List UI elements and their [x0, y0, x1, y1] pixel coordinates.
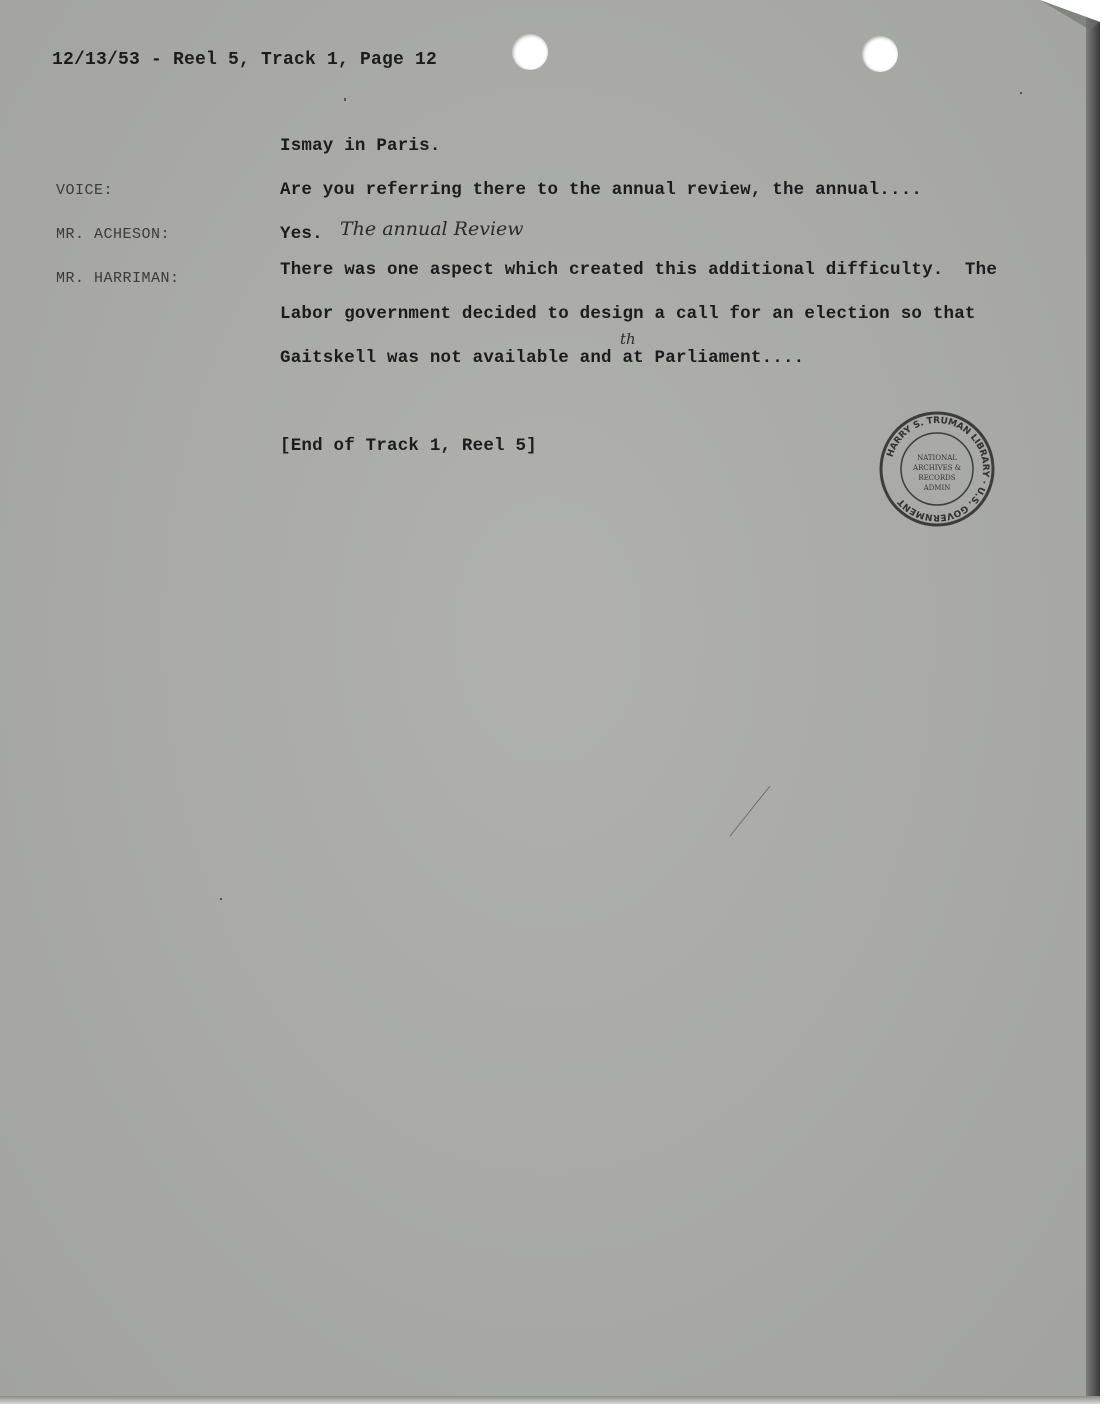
handwritten-insert: th	[620, 330, 636, 348]
punch-hole-left	[512, 34, 548, 70]
svg-text:NATIONAL: NATIONAL	[917, 454, 957, 462]
page-reference-header: 12/13/53 - Reel 5, Track 1, Page 12	[52, 50, 438, 70]
svg-text:RECORDS: RECORDS	[918, 474, 956, 482]
handwritten-annotation: The annual Review	[340, 218, 524, 240]
speaker-label: MR. ACHESON:	[56, 226, 171, 243]
folded-corner	[1040, 0, 1100, 30]
speaker-label: MR. HARRIMAN:	[56, 270, 180, 287]
paper-speck	[344, 98, 346, 101]
transcript-line: Yes.	[280, 224, 323, 244]
transcript-line: Gaitskell was not available and at Parliament....	[280, 348, 805, 368]
transcript-line: Ismay in Paris.	[280, 136, 441, 156]
paper-speck	[220, 898, 222, 900]
svg-text:ADMIN: ADMIN	[923, 484, 951, 492]
svg-text:ARCHIVES &: ARCHIVES &	[913, 464, 961, 472]
speaker-label: VOICE:	[56, 182, 114, 199]
transcript-line: Labor government decided to design a call for an election so that	[280, 304, 976, 324]
punch-hole-right	[862, 36, 898, 72]
transcript-line: Are you referring there to the annual review, the annual....	[280, 180, 923, 200]
paper-speck	[1020, 92, 1022, 94]
paper-bottom-edge	[0, 1396, 1100, 1404]
paper-edge-shadow	[1086, 0, 1100, 1402]
paper-scratch	[728, 784, 772, 838]
archive-stamp	[878, 410, 996, 528]
svg-text:HARRY S. TRUMAN LIBRARY · U.S.: HARRY S. TRUMAN LIBRARY · U.S. GOVERNMENT	[885, 415, 991, 523]
end-of-track-note: [End of Track 1, Reel 5]	[280, 436, 537, 456]
transcript-line: There was one aspect which created this additional difficulty. The	[280, 260, 998, 280]
